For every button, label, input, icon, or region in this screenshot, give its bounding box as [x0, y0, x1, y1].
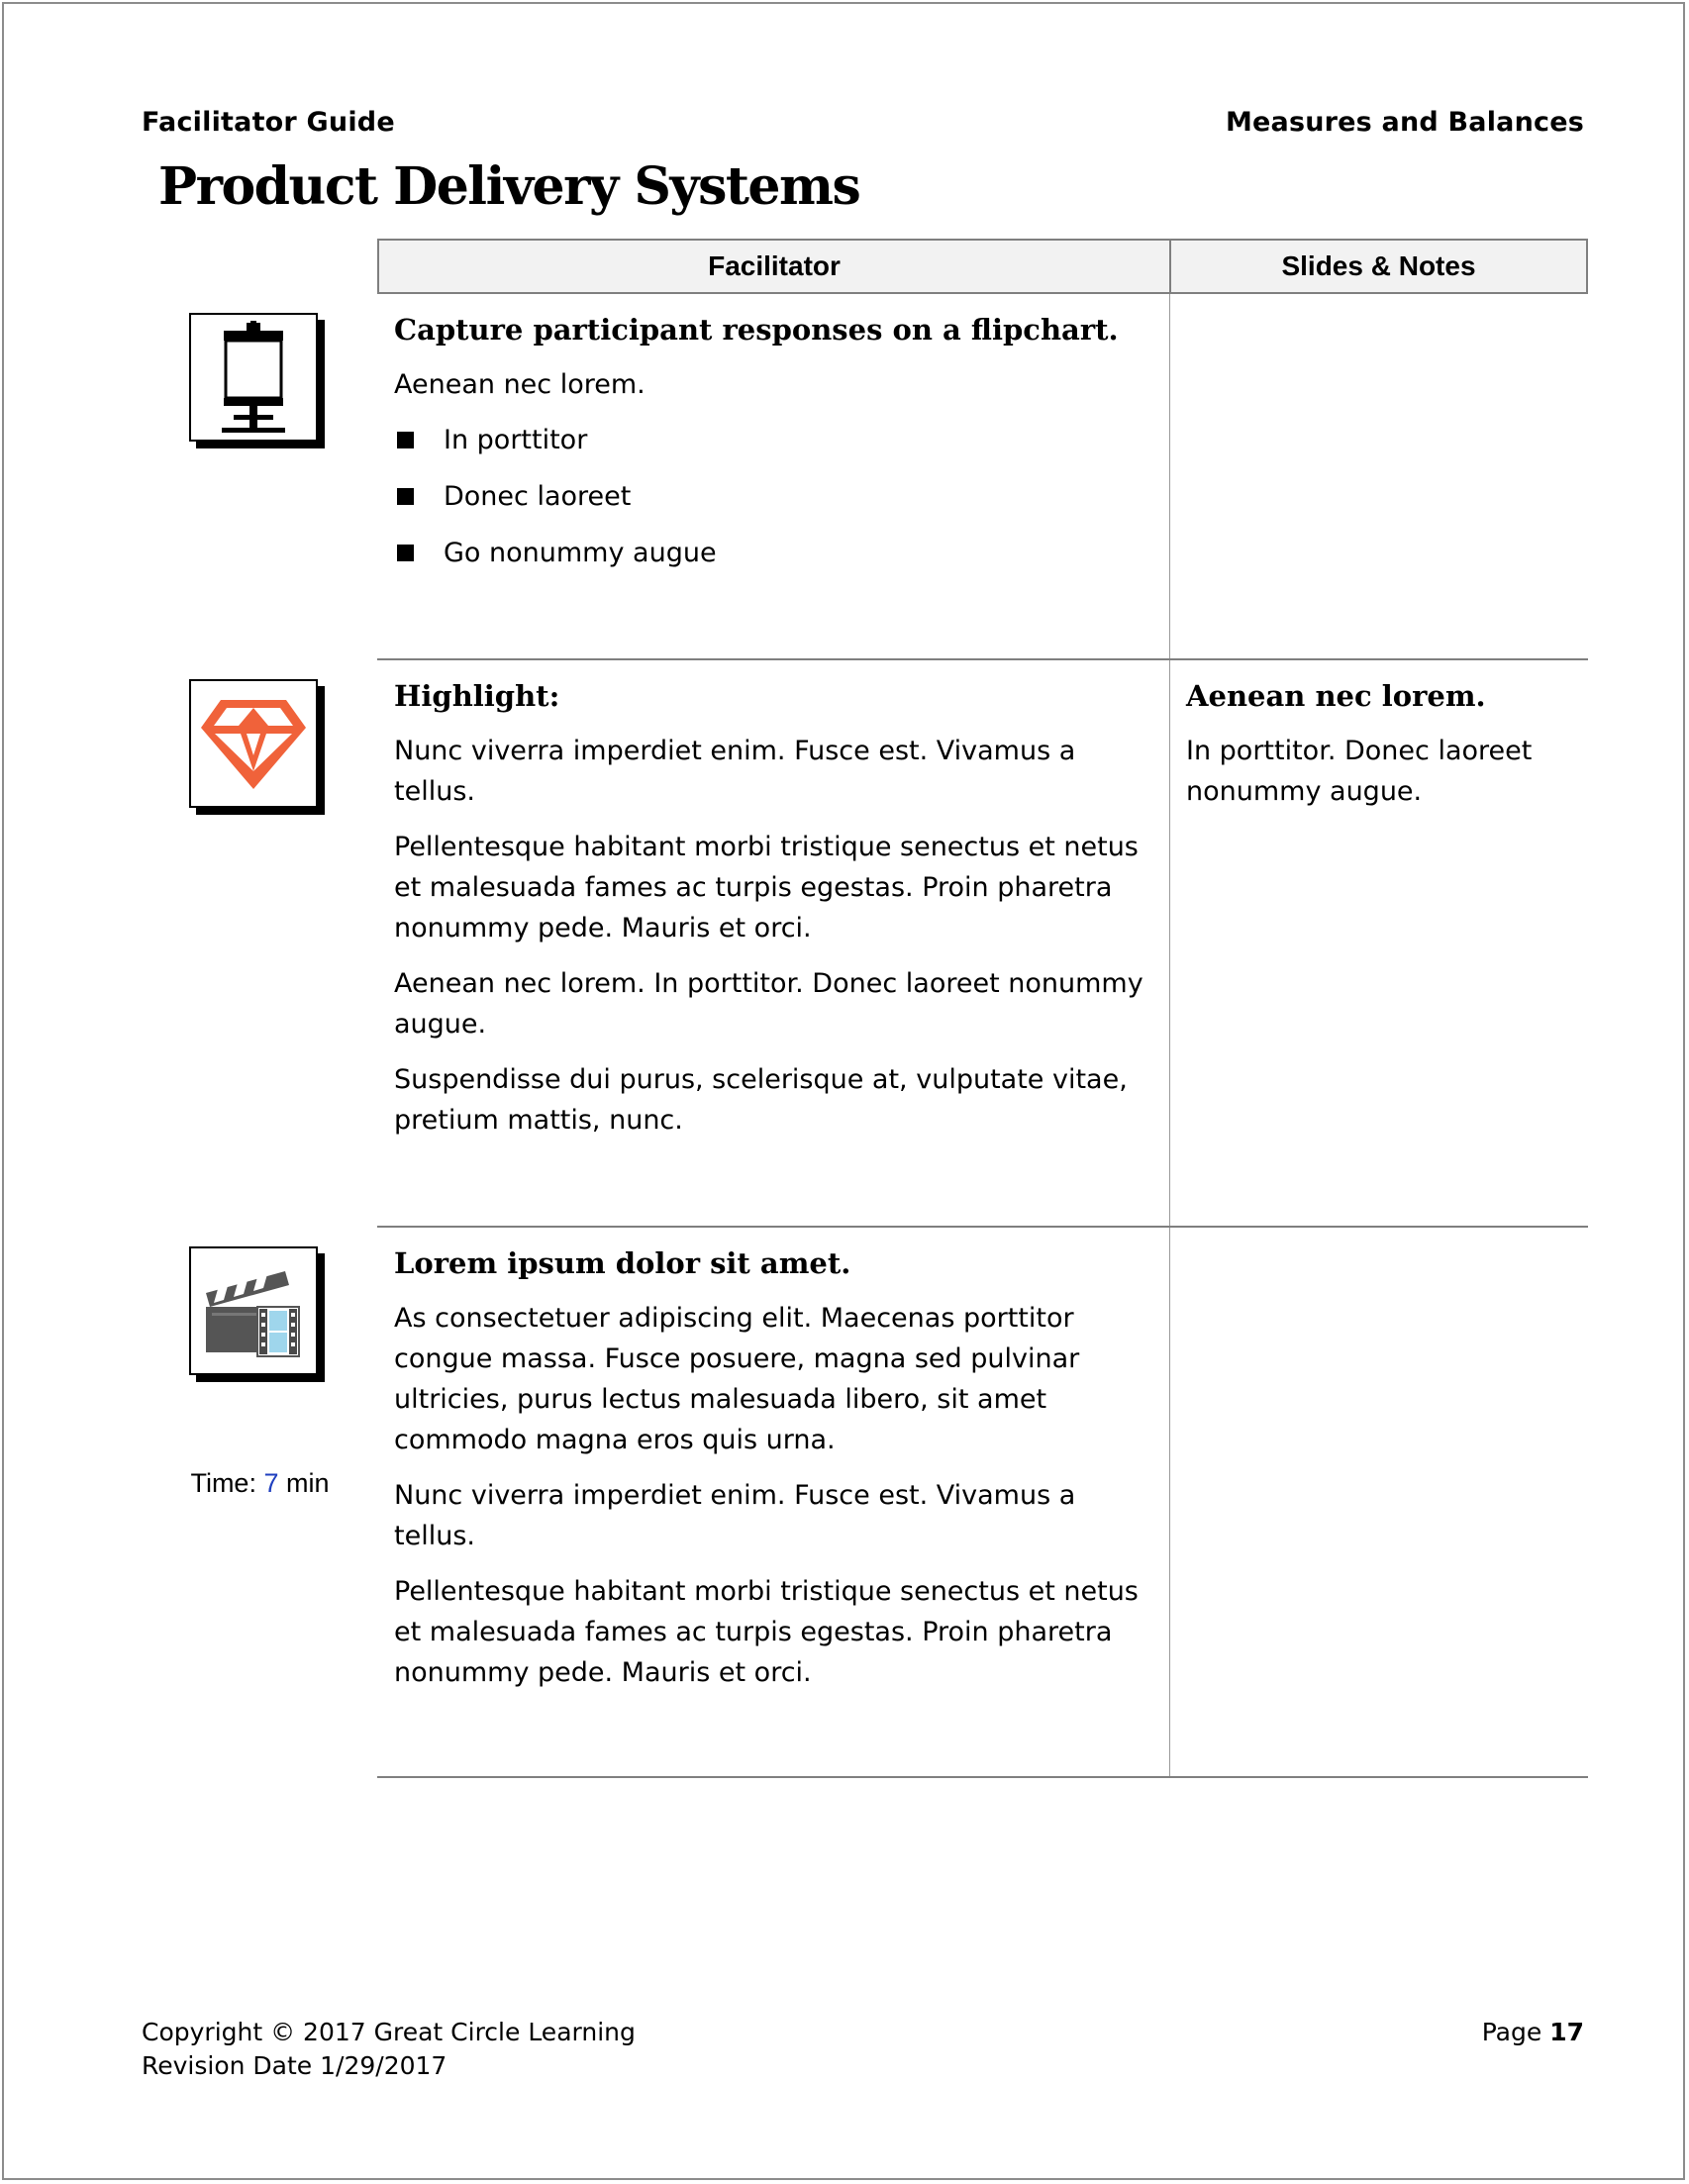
bullet-square-icon [397, 432, 414, 448]
list-item-text: Go nonummy augue [444, 538, 717, 568]
row-2-paragraph: Pellentesque habitant morbi tristique senectus et netus et malesuada fames ac turpis egestas. Proin pharetra nonummy pede. Mauris et orci. [394, 832, 1139, 943]
row-divider [377, 1226, 1588, 1228]
page-title: Product Delivery Systems [158, 156, 860, 217]
column-header-facilitator [377, 239, 1171, 294]
row-3-paragraph: Pellentesque habitant morbi tristique senectus et netus et malesuada fames ac turpis egestas. Proin pharetra nonummy pede. Mauris et orci. [394, 1576, 1139, 1688]
row-1-facilitator-cell [394, 310, 1161, 589]
row-2-paragraph: Suspendisse dui purus, scelerisque at, vulputate vitae, pretium mattis, nunc. [394, 1064, 1128, 1136]
column-header-slides-notes [1169, 239, 1588, 294]
list-item-text: Donec laoreet [444, 481, 632, 512]
row-3-paragraph: As consectetuer adipiscing elit. Maecenas porttitor congue massa. Fusce posuere, magna sed pulvinar ultricies, purus lectus malesuada libero, sit amet commodo magna eros quis urna. [394, 1303, 1080, 1455]
video-clapper-icon [189, 1246, 318, 1375]
page-number [1482, 2016, 1584, 2049]
flipchart-icon [189, 313, 318, 442]
row-divider [377, 658, 1588, 660]
video-clapper-icon-graphic [202, 1263, 305, 1358]
column-divider [1169, 294, 1170, 1778]
bullet-square-icon [397, 545, 414, 561]
row-2-heading: Highlight: [394, 679, 560, 713]
page-label: Page [1481, 2018, 1542, 2046]
table-bottom-rule [377, 1776, 1588, 1778]
list-item [394, 476, 1161, 517]
row-2-facilitator-cell [394, 676, 1161, 1155]
footer-left [142, 2016, 636, 2083]
column-header-facilitator-label: Facilitator [708, 250, 841, 281]
running-header-right: Measures and Balances [1225, 107, 1584, 138]
row-1-intro: Aenean nec lorem. [394, 369, 646, 400]
revision-date: Revision Date 1/29/2017 [142, 2051, 447, 2080]
time-value: 7 [263, 1468, 279, 1498]
list-item-text: In porttitor [444, 425, 588, 455]
time-unit: min [286, 1468, 330, 1498]
row-2-paragraph: Aenean nec lorem. In porttitor. Donec laoreet nonummy augue. [394, 968, 1143, 1040]
row-3-heading: Lorem ipsum dolor sit amet. [394, 1246, 851, 1280]
gem-icon [189, 679, 318, 808]
row-3-paragraph: Nunc viverra imperdiet enim. Fusce est. Vivamus a tellus. [394, 1480, 1076, 1551]
row-1-bullet-list [394, 420, 1161, 573]
row-2-notes-text: In porttitor. Donec laoreet nonummy augue. [1186, 736, 1533, 807]
time-label: Time: [190, 1468, 256, 1498]
flipchart-icon-graphic [204, 321, 303, 435]
gem-icon-graphic [199, 696, 308, 791]
bullet-square-icon [397, 488, 414, 505]
row-2-notes-cell [1186, 676, 1582, 827]
copyright-text: Copyright © 2017 Great Circle Learning [142, 2018, 636, 2046]
list-item [394, 533, 1161, 573]
column-header-slides-notes-label: Slides & Notes [1281, 250, 1476, 281]
running-header-left: Facilitator Guide [142, 107, 395, 138]
page-number-value: 17 [1549, 2018, 1584, 2046]
row-1-heading: Capture participant responses on a flipchart. [394, 313, 1119, 347]
row-2-paragraph: Nunc viverra imperdiet enim. Fusce est. Vivamus a tellus. [394, 736, 1076, 807]
row-2-notes-heading: Aenean nec lorem. [1186, 679, 1486, 713]
list-item [394, 420, 1161, 460]
row-3-facilitator-cell [394, 1243, 1161, 1708]
time-estimate [158, 1468, 361, 1499]
